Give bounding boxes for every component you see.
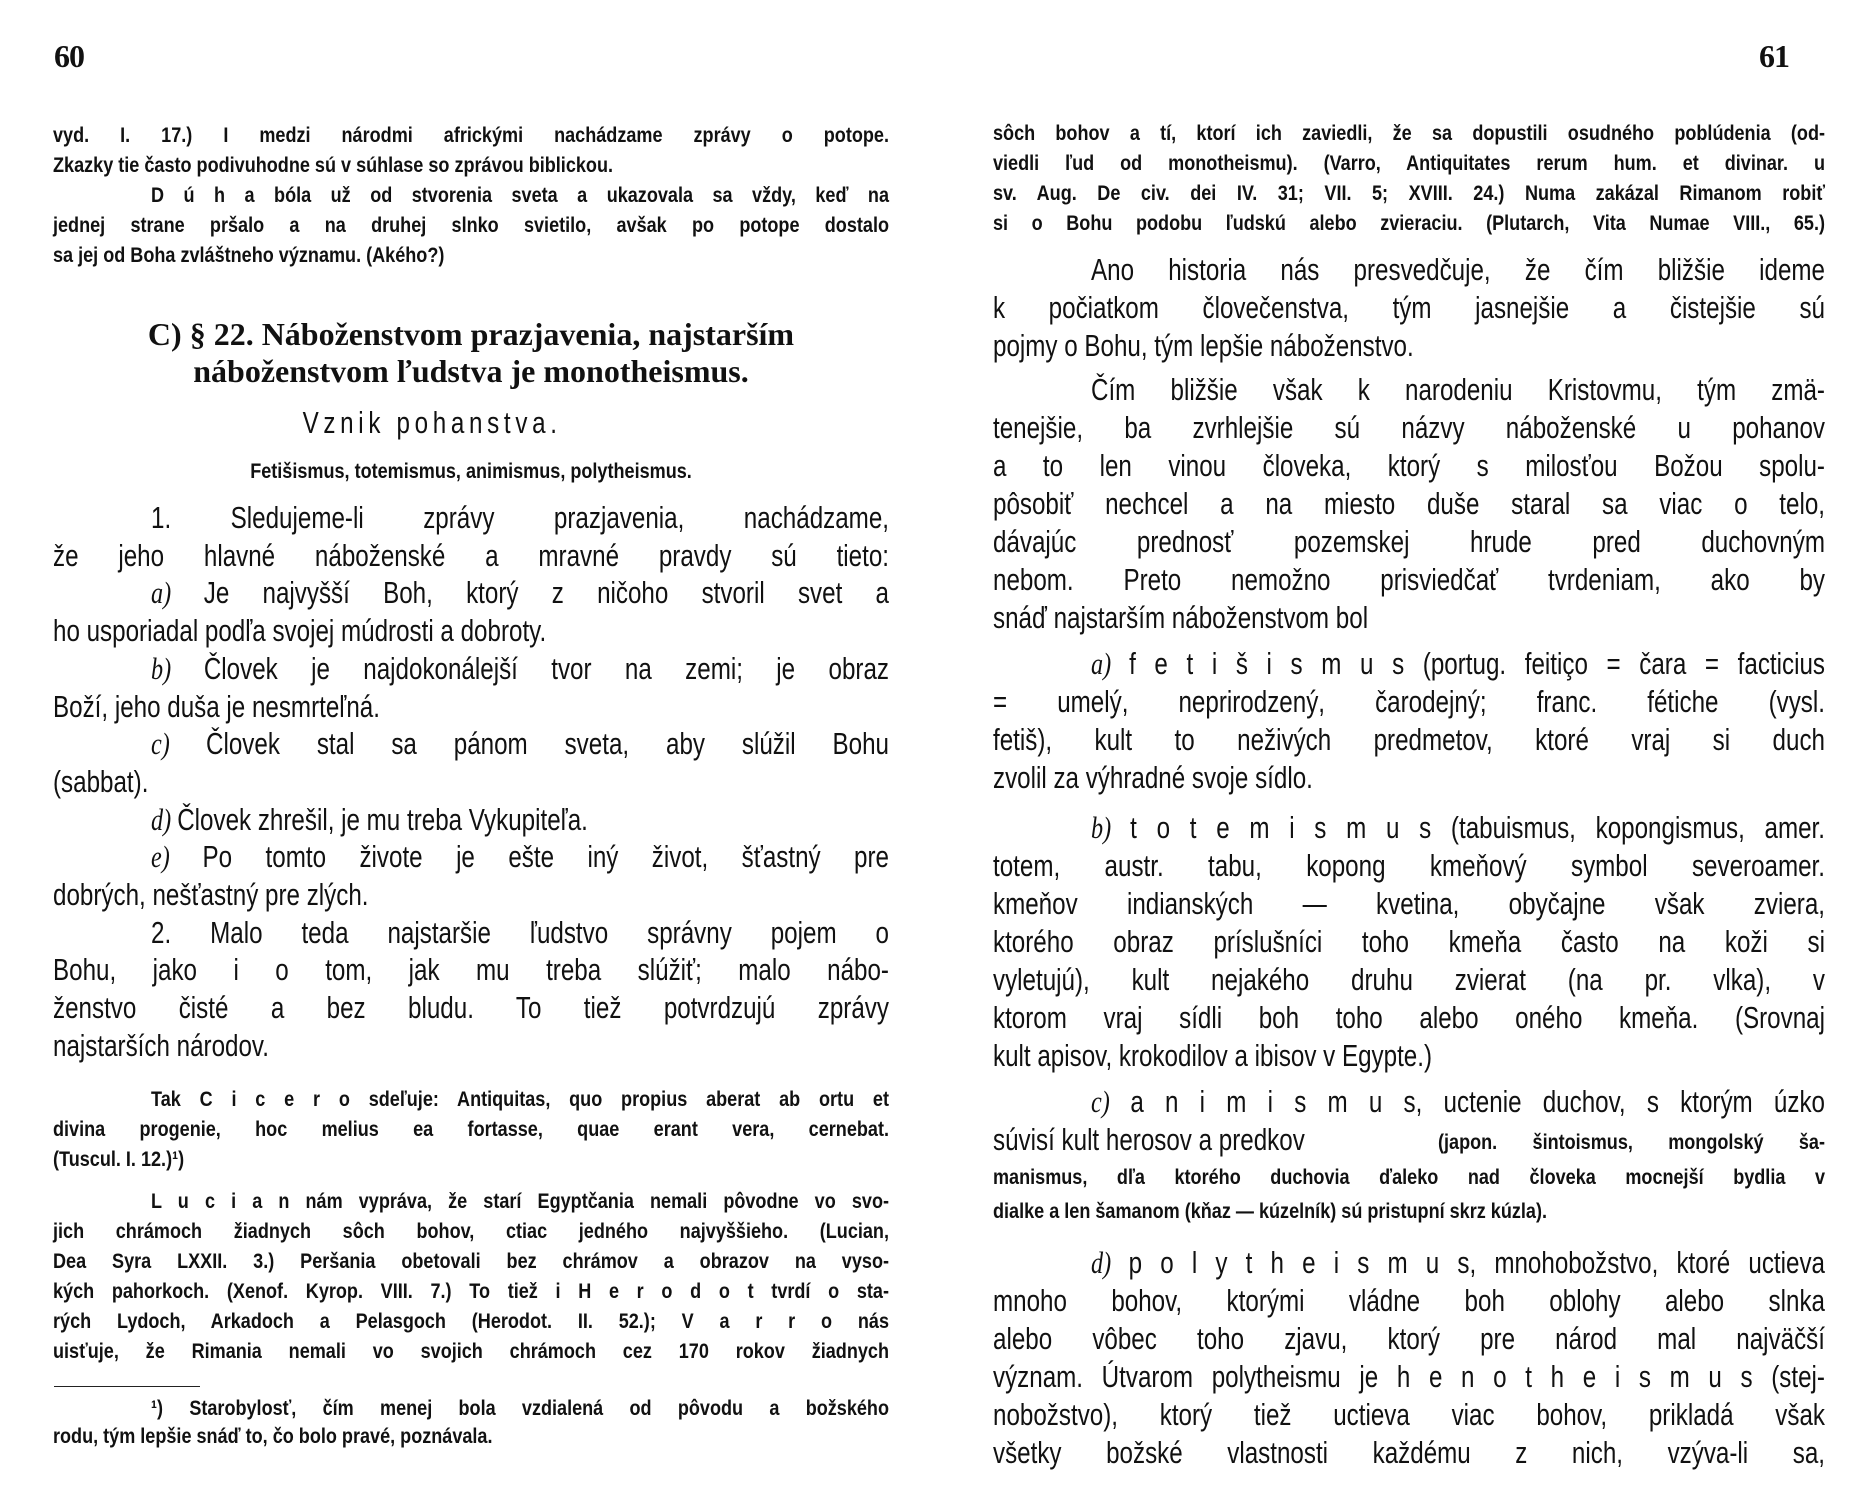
footnote-line: rodu, tým lepšie snáď to, čo bolo pravé, poznávala.: [53, 1425, 493, 1448]
body-line: Boží, jeho duša je nesmrteľná.: [53, 688, 380, 724]
body-line: Bohu, jako i o tom, jak mu treba slúžiť; malo nábo-: [53, 952, 889, 988]
body-line: fetiš), kult to neživých predmetov, ktoré vraj si duch: [993, 722, 1825, 757]
body-line: vyletujú), kult nejakého druhu zvierat (na pr. vlka), v: [993, 962, 1825, 997]
note-line: dialke a len šamanom (kňaz — kúzelník) sú pristupní skrz kúzla).: [993, 1200, 1548, 1223]
note-line: (Tuscul. I. 12.)¹): [53, 1148, 185, 1171]
section-heading: náboženstvom ľudstva je monotheismus.: [193, 353, 749, 389]
body-line: ho usporiadal podľa svojej múdrosti a dobroty.: [53, 613, 547, 649]
paragraph-line: D ú h a bóla už od stvorenia sveta a ukazovala sa vždy, keď na: [151, 184, 889, 207]
list-marker: a): [151, 575, 204, 611]
footnote-line: ¹) Starobylosť, čím menej bola vzdialená od pôvodu a božského: [151, 1397, 889, 1420]
paragraph-line: Zkazky tie často podivuhodne sú v súhlase so zprávou biblickou.: [53, 154, 613, 177]
note-line: Tak C i c e r o sdeľuje: Antiquitas, quo propius aberat ab ortu et: [151, 1088, 889, 1111]
section-heading: C) § 22. Náboženstvom prazjavenia, najstarším: [147, 316, 795, 352]
body-line: ženstvo čisté a bez bludu. To tiež potvrdzujú zprávy: [53, 990, 889, 1026]
list-marker: b): [151, 650, 204, 686]
body-line: 1. Sledujeme-li zprávy prazjavenia, nachádzame,: [151, 500, 889, 535]
body-line: význam. Útvarom polytheismu je h e n o t h e i s m u s (stej-: [993, 1359, 1825, 1394]
body-line: 2. Malo teda najstaršie ľudstvo správny pojem o: [151, 914, 889, 950]
body-line: Čím bližšie však k narodeniu Kristovmu, tým zmä-: [1091, 372, 1825, 407]
body-line: = umelý, neprirodzený, čarodejný; franc. fétiche (vysl.: [993, 684, 1825, 719]
footnote-rule: [54, 1386, 200, 1387]
note-line: kých pahorkoch. (Xenof. Kyrop. VIII. 7.) To tiež i H e r o d o t tvrdí o sta-: [53, 1280, 889, 1303]
body-line: e) Po tomto živote je ešte iný život, šťastný pre: [151, 839, 889, 875]
list-marker: b): [1091, 810, 1131, 845]
body-line: kult apisov, krokodilov a ibisov v Egypte.): [993, 1038, 1433, 1073]
body-line: k počiatkom človečenstva, tým jasnejšie a čistejšie sú: [993, 290, 1825, 325]
paragraph-line: sôch bohov a tí, ktorí ich zaviedli, že sa dopustili osudného poblúdenia (od-: [993, 122, 1825, 145]
body-line: c) a n i m i s m u s, uctenie duchov, s ktorým úzko: [1091, 1084, 1825, 1119]
note-line: jich chrámoch žiadnych sôch bohov, ctiac jedného najvyššieho. (Lucian,: [53, 1220, 889, 1243]
subheading: Vznik pohanstva.: [302, 405, 562, 440]
body-line: zvolil za výhradné svoje sídlo.: [993, 760, 1313, 795]
body-line: d) Človek zhrešil, je mu treba Vykupiteľa.: [151, 801, 588, 837]
body-line: Ano historia nás presvedčuje, že čím bližšie ideme: [1091, 252, 1825, 287]
body-line: totem, austr. tabu, kopong kmeňový symbol severoamer.: [993, 848, 1825, 883]
right-page: [937, 0, 1874, 1500]
body-line: (sabbat).: [53, 763, 149, 799]
body-line: nebom. Preto nemožno prisviedčať tvrdeniam, ako by: [993, 562, 1825, 597]
page-number: 60: [54, 38, 84, 74]
body-line: že jeho hlavné náboženské a mravné pravdy sú tieto:: [53, 537, 889, 573]
list-marker: d): [151, 801, 178, 837]
body-line: súvisí kult herosov a predkov: [993, 1122, 1305, 1157]
body-line: d) p o l y t h e i s m u s, mnohobožstvo, ktoré uctieva: [1091, 1245, 1826, 1280]
list-marker: e): [151, 839, 203, 875]
note-line: divina progenie, hoc melius ea fortasse, quae erant vera, cernebat.: [53, 1118, 889, 1141]
body-line: b) Človek je najdokonálejší tvor na zemi; je obraz: [151, 650, 889, 686]
subtopics: Fetišismus, totemismus, animismus, polytheismus.: [250, 460, 692, 483]
body-line: všetky božské vlastnosti každému z nich, vzýva-li sa,: [993, 1435, 1825, 1470]
body-line: b) t o t e m i s m u s (tabuismus, kopongismus, amer.: [1091, 810, 1825, 845]
body-line: dobrých, nešťastný pre zlých.: [53, 877, 369, 912]
note-line: (japon. šintoismus, mongolský ša-: [1438, 1131, 1825, 1154]
note-line: rých Lydoch, Arkadoch a Pelasgoch (Herodot. II. 52.); V a r r o nás: [53, 1310, 889, 1333]
note-line: L u c i a n nám vypráva, že starí Egyptčania nemali pôvodne vo svo-: [151, 1190, 889, 1213]
list-marker: c): [1091, 1084, 1131, 1119]
body-line: tenejšie, ba zvrhlejšie sú názvy náboženské u pohanov: [993, 410, 1825, 445]
note-line: Dea Syra LXXII. 3.) Peršania obetovali bez chrámov a obrazov na vyso-: [53, 1250, 889, 1273]
body-line: ktorého obraz príslušníci toho kmeňa často na koži si: [993, 924, 1825, 959]
page-number: 61: [1759, 38, 1789, 74]
list-marker: a): [1091, 646, 1130, 681]
body-line: c) Človek stal sa pánom sveta, aby slúžil Bohu: [151, 726, 889, 762]
body-line: dávajúc prednosť pozemskej hrude pred duchovným: [993, 524, 1825, 559]
body-line: snáď najstarším náboženstvom bol: [993, 600, 1369, 635]
body-line: ktorom vraj sídli boh toho alebo oného kmeňa. (Srovnaj: [993, 1000, 1825, 1035]
body-line: nobožstvo), ktorý tiež uctieva viac bohov, prikladá však: [993, 1397, 1825, 1432]
body-line: alebo vôbec toho zjavu, ktorý pre národ mal najväčší: [993, 1321, 1825, 1356]
paragraph-line: sa jej od Boha zvláštneho významu. (Akého?): [53, 244, 445, 267]
body-line: najstarších národov.: [53, 1027, 269, 1063]
body-line: pojmy o Bohu, tým lepšie náboženstvo.: [993, 328, 1414, 363]
body-line: kmeňov indianských — kvetina, obyčajne však zviera,: [993, 886, 1825, 921]
note-line: manismus, dľa ktorého duchovia ďaleko nad človeka mocnejší bydlia v: [993, 1166, 1825, 1189]
note-line: uisťuje, že Rimania nemali vo svojich chrámoch cez 170 rokov žiadnych: [53, 1340, 889, 1363]
body-line: a) f e t i š i s m u s (portug. feitiço = čara = facticius: [1091, 646, 1826, 681]
body-line: a to len vinou človeka, ktorý s milosťou Božou spolu-: [993, 448, 1825, 483]
list-marker: c): [151, 726, 207, 762]
body-line: mnoho bohov, ktorými vládne boh oblohy alebo slnka: [993, 1283, 1825, 1318]
paragraph-line: si o Bohu podobu ľudskú alebo zvieraciu. (Plutarch, Vita Numae VIII., 65.): [993, 212, 1825, 235]
paragraph-line: sv. Aug. De civ. dei IV. 31; VII. 5; XVIII. 24.) Numa zakázal Rimanom robiť: [993, 182, 1825, 205]
body-line: a) Je najvyšší Boh, ktorý z ničoho stvoril svet a: [151, 575, 890, 611]
paragraph-line: vyd. I. 17.) I medzi národmi africkými nachádzame zprávy o potope.: [53, 124, 889, 147]
paragraph-line: viedli ľud od monotheismu). (Varro, Antiquitates rerum hum. et divinar. u: [993, 152, 1825, 175]
list-marker: d): [1091, 1245, 1129, 1280]
paragraph-line: jednej strane pršalo a na druhej slnko svietilo, avšak po potope dostalo: [53, 214, 889, 237]
body-line: pôsobiť nechcel a na miesto duše staral sa viac o telo,: [993, 486, 1825, 521]
